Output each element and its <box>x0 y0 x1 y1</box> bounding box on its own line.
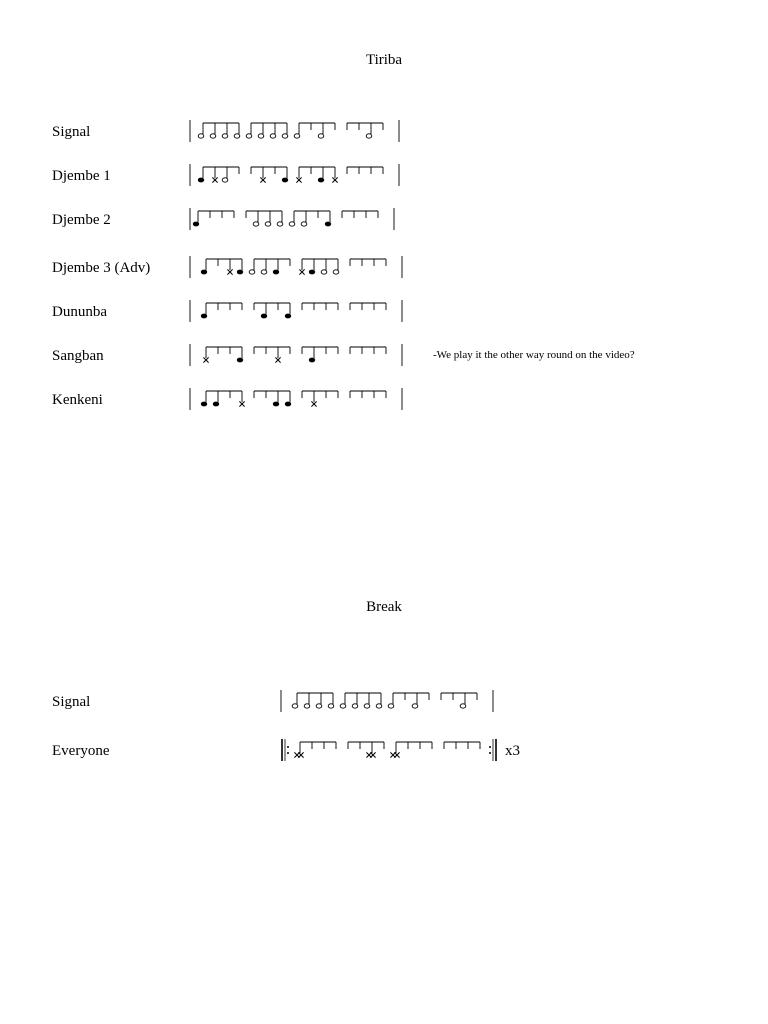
tone-note <box>258 134 264 138</box>
rhythm-notation <box>185 250 410 280</box>
instrument-label: Djembe 1 <box>52 168 111 184</box>
repeat-dot <box>489 746 491 748</box>
instrument-row-signal <box>0 122 768 152</box>
instrument-row-signal <box>0 692 768 722</box>
bass-note <box>213 402 219 407</box>
tone-note <box>270 134 276 138</box>
tone-note <box>460 704 466 708</box>
bass-note <box>201 314 207 319</box>
tone-note <box>318 134 324 138</box>
tone-note <box>249 270 255 274</box>
section-title: Break <box>366 599 402 615</box>
instrument-label: Signal <box>52 124 91 140</box>
bass-note <box>237 270 243 275</box>
tone-note <box>388 704 394 708</box>
instrument-row-sangban <box>0 346 768 376</box>
tone-note <box>198 134 204 138</box>
bass-note <box>201 270 207 275</box>
rhythm-notation <box>185 158 410 188</box>
tone-note <box>376 704 382 708</box>
instrument-row-dununba <box>0 302 768 332</box>
bass-note <box>285 314 291 319</box>
tone-note <box>304 704 310 708</box>
rhythm-notation <box>185 338 410 368</box>
bass-note <box>193 222 199 227</box>
instrument-label: Kenkeni <box>52 392 103 408</box>
bass-note <box>325 222 331 227</box>
rhythm-notation <box>185 294 410 324</box>
tone-note <box>340 704 346 708</box>
instrument-label: Djembe 3 (Adv) <box>52 260 151 276</box>
instrument-label: Sangban <box>52 348 104 364</box>
tone-note <box>222 134 228 138</box>
tone-note <box>412 704 418 708</box>
tone-note <box>292 704 298 708</box>
repeat-dot <box>489 752 491 754</box>
bass-note <box>285 402 291 407</box>
instrument-row-djembe-3-adv <box>0 258 768 288</box>
bass-note <box>318 178 324 183</box>
rhythm-notation <box>276 684 501 714</box>
tone-note <box>301 222 307 226</box>
row-comment: -We play it the other way round on the video? <box>433 349 635 361</box>
bass-note <box>198 178 204 183</box>
tone-note <box>282 134 288 138</box>
tone-note <box>246 134 252 138</box>
rhythm-notation <box>185 382 410 412</box>
tone-note <box>328 704 334 708</box>
rhythm-notation <box>278 733 503 763</box>
bass-note <box>261 314 267 319</box>
tone-note <box>316 704 322 708</box>
instrument-row-djembe-2 <box>0 210 768 240</box>
tone-note <box>364 704 370 708</box>
tone-note <box>253 222 259 226</box>
tone-note <box>333 270 339 274</box>
bass-note <box>282 178 288 183</box>
bass-note <box>273 270 279 275</box>
rhythm-notation <box>185 202 410 232</box>
bass-note <box>309 358 315 363</box>
instrument-row-kenkeni <box>0 390 768 420</box>
bass-note <box>309 270 315 275</box>
tone-note <box>294 134 300 138</box>
tone-note <box>222 178 228 182</box>
instrument-row-everyone <box>0 741 768 771</box>
tone-note <box>352 704 358 708</box>
rhythm-notation <box>185 114 410 144</box>
instrument-label: Signal <box>52 694 91 710</box>
tone-note <box>366 134 372 138</box>
tone-note <box>265 222 271 226</box>
instrument-label: Dununba <box>52 304 107 320</box>
tone-note <box>210 134 216 138</box>
section-title: Tiriba <box>365 52 403 68</box>
bass-note <box>237 358 243 363</box>
instrument-label: Everyone <box>52 743 110 759</box>
bass-note <box>273 402 279 407</box>
tone-note <box>289 222 295 226</box>
repeat-dot <box>287 752 289 754</box>
tone-note <box>234 134 240 138</box>
bass-note <box>201 402 207 407</box>
instrument-row-djembe-1 <box>0 166 768 196</box>
instrument-label: Djembe 2 <box>52 212 111 228</box>
repeat-dot <box>287 746 289 748</box>
tone-note <box>261 270 267 274</box>
tone-note <box>277 222 283 226</box>
repeat-count: x3 <box>505 743 520 759</box>
tone-note <box>321 270 327 274</box>
